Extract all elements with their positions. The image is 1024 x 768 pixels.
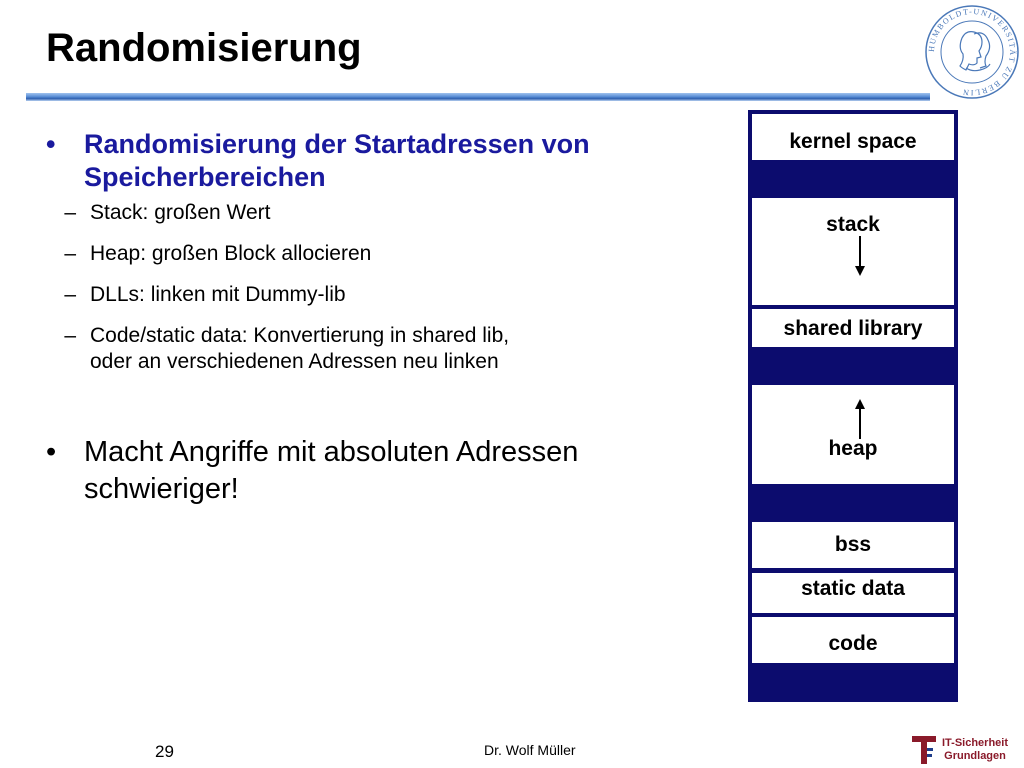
bullet-randomisierung	[46, 128, 736, 194]
bullet-text-line2: schwieriger!	[84, 473, 239, 505]
sub-bullet-heap: – Heap: großen Block allocieren	[64, 242, 372, 265]
bullet-text-line2: Speicherbereichen	[84, 162, 326, 192]
sub-bullet-code-static: – Code/static data: Konvertierung in shared lib, oder an verschiedenen Adressen neu linken	[64, 324, 510, 373]
segment-static-data: static data	[752, 573, 954, 613]
segment-heap-label: heap	[828, 437, 878, 460]
title-underline	[26, 93, 930, 101]
arrow-up-icon	[855, 399, 865, 439]
bullet-text-line1: Macht Angriffe mit absoluten Adressen	[84, 436, 579, 468]
bullet-symbol: •	[46, 436, 57, 468]
bullet-text-line1: Randomisierung der Startadressen von	[84, 129, 590, 159]
segment-bss: bss	[752, 522, 954, 568]
slide-content	[46, 128, 736, 508]
segment-code: code	[752, 617, 954, 663]
seal-text: HUMBOLDT-UNIVERSITÄT ZU BERLIN	[926, 6, 1018, 98]
slide-title: Randomisierung	[46, 26, 362, 70]
memory-layout-diagram	[748, 110, 958, 702]
sub-bullet-stack: – Stack: großen Wert	[64, 201, 271, 224]
segment-stack	[752, 198, 954, 305]
arrow-down-icon	[855, 236, 865, 276]
svg-text:HUMBOLDT-UNIVERSITÄT ZU BERLIN	[927, 7, 1017, 97]
segment-shared-library: shared library	[752, 309, 954, 347]
page-number: 29	[155, 742, 174, 761]
bullet-symbol: •	[46, 129, 56, 159]
bullet-angriffe	[46, 434, 736, 508]
footer-author: Dr. Wolf Müller	[484, 742, 576, 758]
sub-bullet-list	[46, 200, 736, 375]
segment-heap	[752, 385, 954, 484]
segment-kernel-space: kernel space	[752, 114, 954, 160]
segment-stack-label: stack	[826, 213, 880, 236]
university-seal-logo	[924, 4, 1020, 100]
footer-course-label: IT-Sicherheit Grundlagen	[942, 737, 1009, 762]
it-sicherheit-logo-icon	[912, 734, 940, 766]
sub-bullet-dlls: – DLLs: linken mit Dummy-lib	[64, 283, 346, 306]
